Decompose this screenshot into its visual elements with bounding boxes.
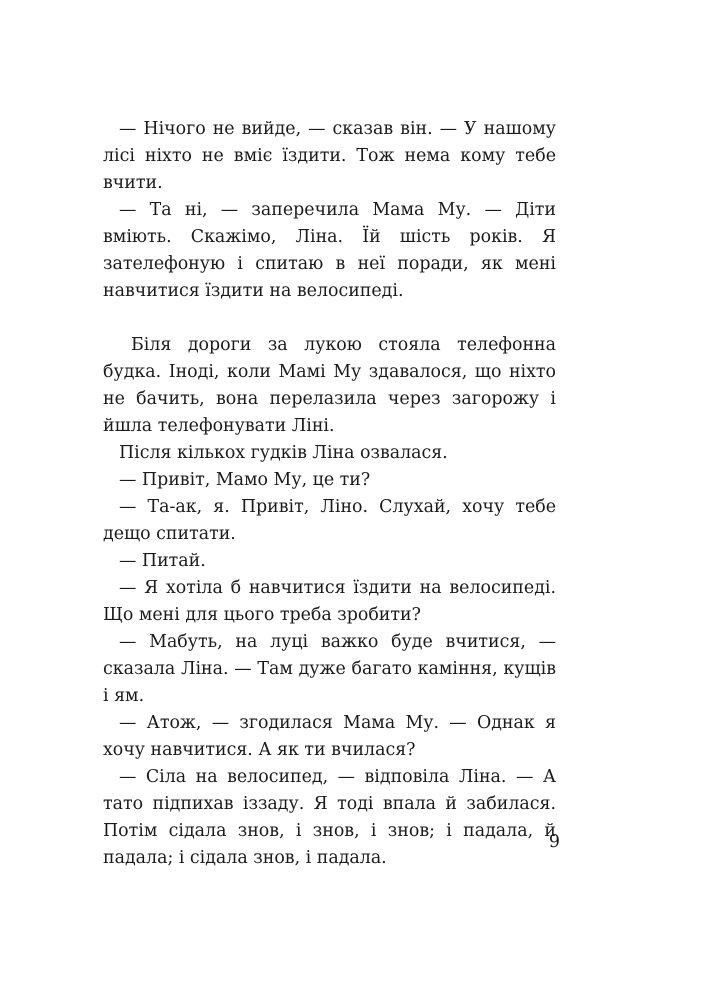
page-body <box>103 116 556 872</box>
paragraph-8: — Я хотіла б навчитися їздити на велосипеді. Що мені для цього треба зробити? <box>103 578 556 625</box>
paragraph-4: Після кількох гудків Ліна озвалася. <box>119 443 448 463</box>
paragraph-11: — Сіла на велосипед, — відповіла Ліна. — А тато підпихав іззаду. Я тоді впала й забилася. Потім сідала знов, і знов, і знов; і падала, й падала; і сідала знов, і падала. <box>103 767 556 868</box>
paragraph-5: — Привіт, Мамо Му, це ти? <box>119 470 371 490</box>
paragraph-7: — Питай. <box>119 551 206 571</box>
paragraph-1: — Нічого не вийде, — сказав він. — У нашому лісі ніхто не вміє їздити. Тож нема кому тебе вчити. <box>103 119 556 193</box>
paragraph-2: — Та ні, — заперечила Мама Му. — Діти вміють. Скажімо, Ліна. Їй шість років. Я зателефоную і спитаю в неї поради, як мені навчитися їздити на велосипеді. <box>103 200 556 301</box>
page-number: 9 <box>548 832 560 852</box>
paragraph-6: — Та-ак, я. Привіт, Ліно. Слухай, хочу тебе дещо спитати. <box>103 497 556 544</box>
paragraph-3: Біля дороги за лукою стояла телефонна будка. Іноді, коли Мамі Му здавалося, що ніхто не бачить, вона перелазила через загорожу і йшла телефонувати Ліні. <box>103 335 556 436</box>
paragraph-9: — Мабуть, на луці важко буде вчитися, — сказала Ліна. — Там дуже багато каміння, кущів і ям. <box>103 632 556 706</box>
paragraph-10: — Атож, — згодилася Мама Му. — Однак я хочу навчитися. А як ти вчилася? <box>103 713 556 760</box>
